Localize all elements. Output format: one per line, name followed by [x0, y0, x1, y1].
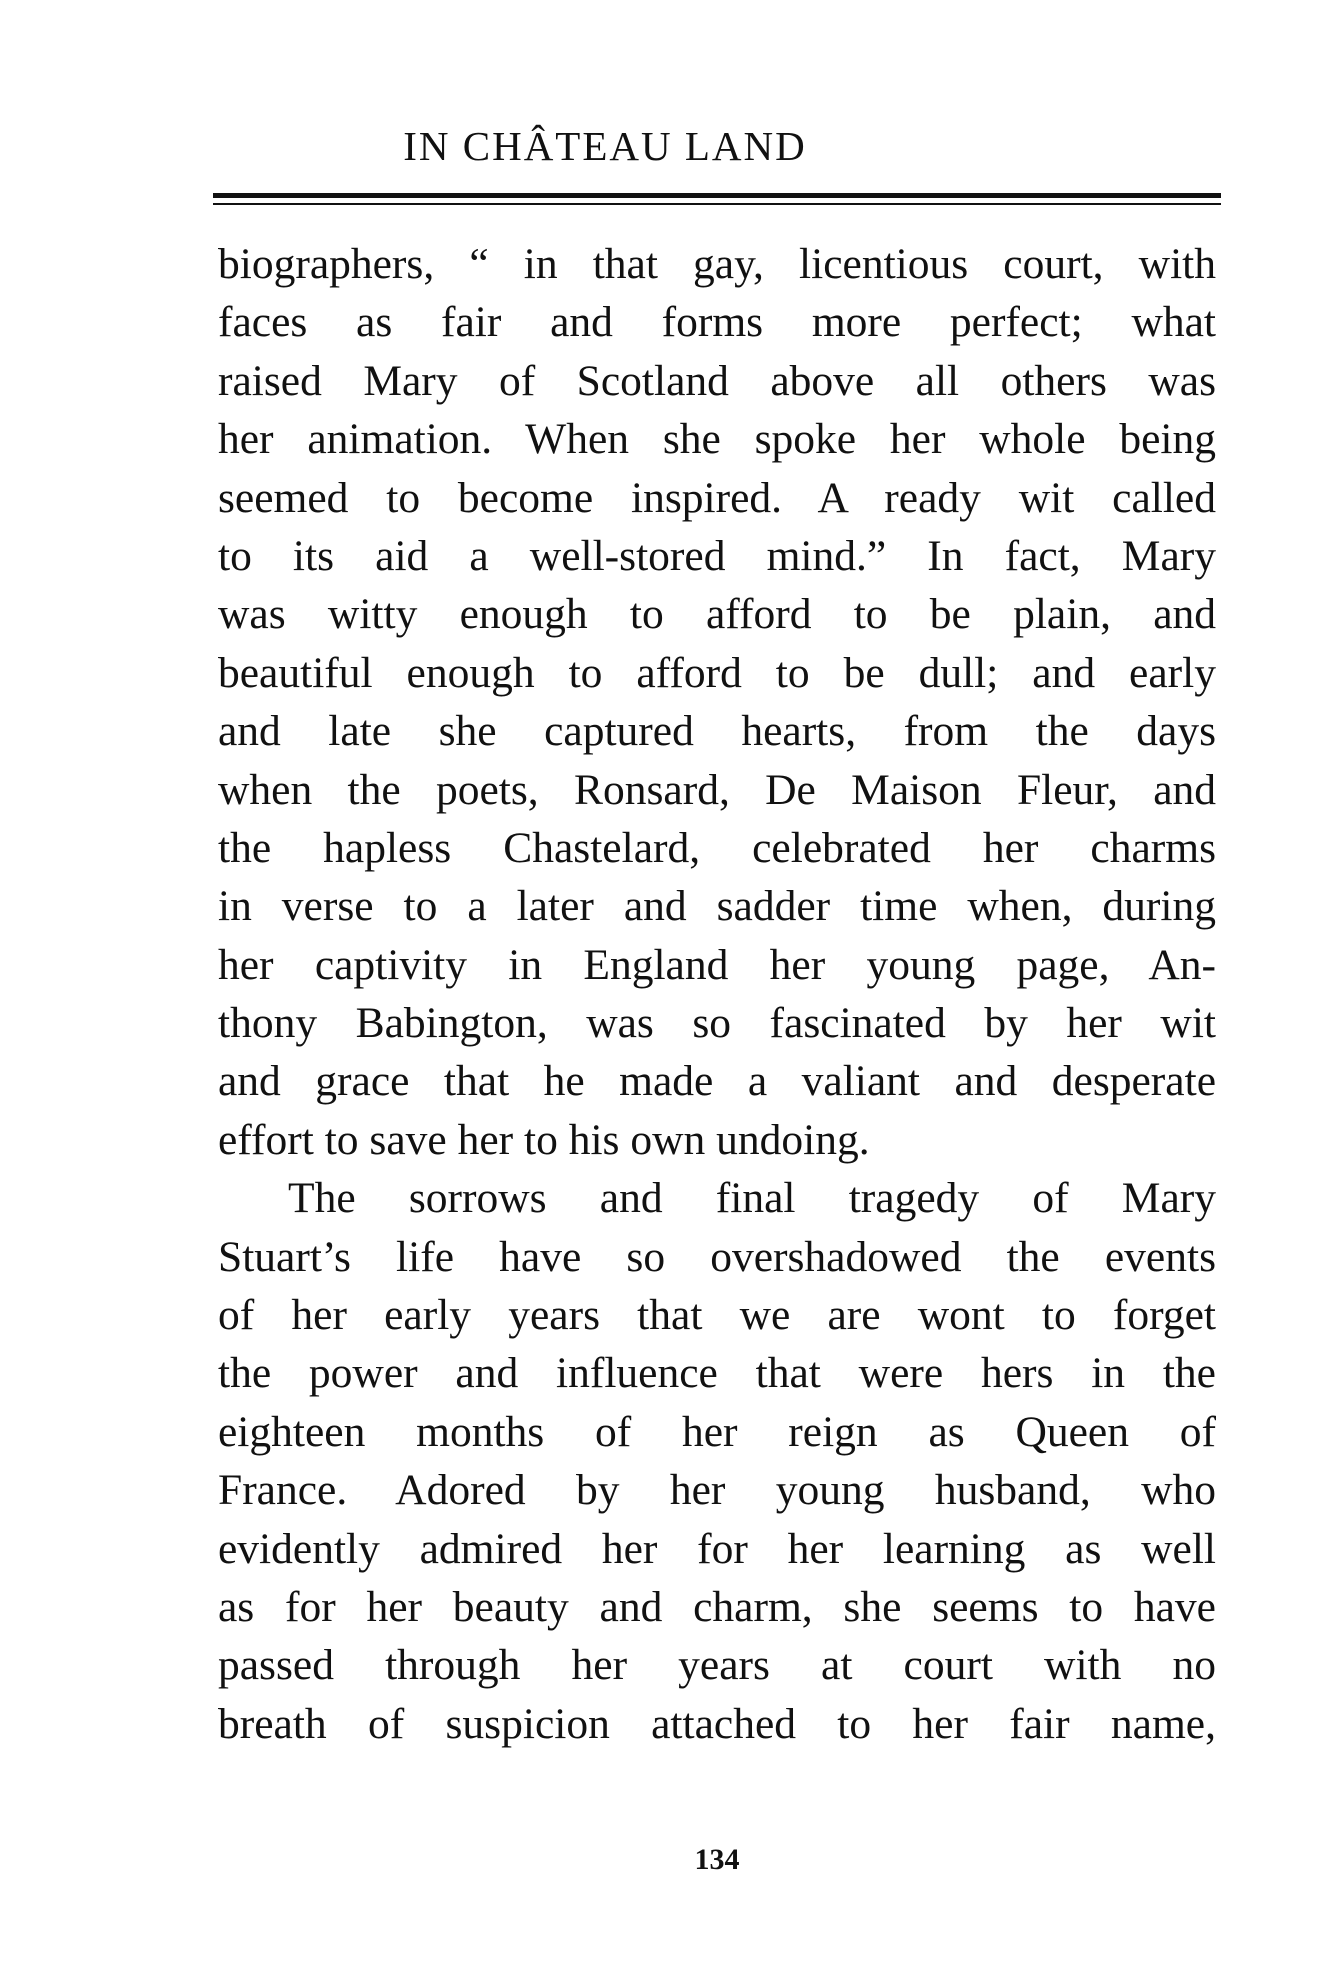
- text-line: in verse to a later and sadder time when, during: [218, 882, 1216, 931]
- header-rule-thin: [213, 203, 1221, 205]
- text-line: France. Adored by her young husband, who: [218, 1466, 1216, 1515]
- text-line: raised Mary of Scotland above all others was: [218, 356, 1216, 405]
- header-rule-thick: [213, 193, 1221, 198]
- text-line: biographers, “ in that gay, licentious court, with: [218, 240, 1216, 288]
- text-line: evidently admired her for her learning as well: [218, 1524, 1216, 1573]
- text-line: seemed to become inspired. A ready wit called: [218, 473, 1216, 522]
- text-line: and late she captured hearts, from the days: [218, 707, 1216, 756]
- text-line: beautiful enough to afford to be dull; and early: [218, 648, 1216, 697]
- text-line: thony Babington, was so fascinated by her wit: [218, 999, 1216, 1048]
- page-number: 134: [694, 1843, 740, 1876]
- paragraph-end-line: effort to save her to his own undoing.: [218, 1115, 870, 1164]
- text-line: and grace that he made a valiant and desperate: [218, 1057, 1216, 1106]
- text-line: the hapless Chastelard, celebrated her charms: [218, 823, 1216, 872]
- body-text: [218, 235, 1216, 1753]
- text-line: her captivity in England her young page, An-: [218, 940, 1216, 989]
- text-line: when the poets, Ronsard, De Maison Fleur, and: [218, 765, 1216, 814]
- text-line: as for her beauty and charm, she seems to have: [218, 1582, 1216, 1631]
- text-line: Stuart’s life have so overshadowed the events: [218, 1232, 1216, 1281]
- running-head: IN CHÂTEAU LAND: [403, 123, 807, 169]
- text-line: of her early years that we are wont to forget: [218, 1291, 1216, 1340]
- text-line: her animation. When she spoke her whole being: [218, 415, 1216, 464]
- text-line: eighteen months of her reign as Queen of: [218, 1407, 1216, 1456]
- text-line: breath of suspicion attached to her fair name,: [218, 1699, 1216, 1748]
- text-line: the power and influence that were hers in the: [218, 1349, 1216, 1398]
- text-line: faces as fair and forms more perfect; what: [218, 298, 1216, 347]
- text-line: passed through her years at court with no: [218, 1641, 1216, 1690]
- text-line: was witty enough to afford to be plain, and: [218, 590, 1216, 639]
- text-line: to its aid a well-stored mind.” In fact, Mary: [218, 531, 1216, 580]
- paragraph-start-line: The sorrows and final tragedy of Mary: [288, 1174, 1216, 1223]
